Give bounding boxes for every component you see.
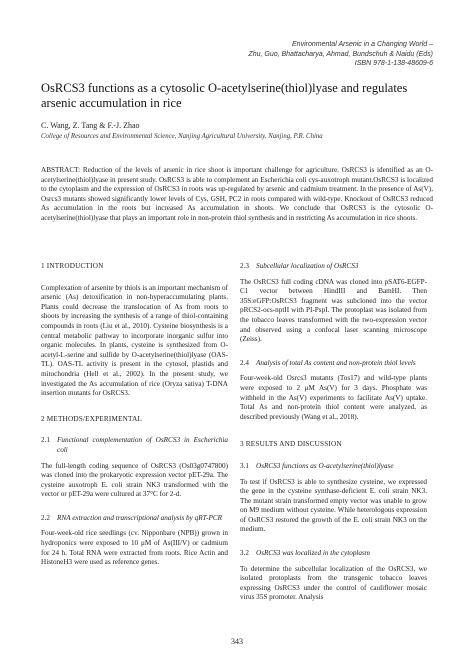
- subsection-heading-3-2: [240, 549, 427, 559]
- page-number: 343: [231, 637, 243, 646]
- subsection-heading-2-4: [240, 359, 427, 369]
- subsection-2-3-text: The OsRCS3 full coding cDNA was cloned into pSAT6-EGFP-C1 vector between HindIII and BamHI. Then 35S:eGFP:OsRCS3 fragment was subcloned into the vector pRCS2-ocs-nptII with PI-PspI. The protoplast was isolated from the tobacco leaves transformed with the two-expression vector and observed using a confocal laser scanning microscope (Zeiss).: [240, 277, 427, 344]
- subsection-number: 2.1: [41, 436, 50, 445]
- subsection-heading-2-1: [41, 436, 228, 455]
- paper-title: OsRCS3 functions as a cytosolic O-acetylserine(thiol)lyase and regulates arsenic accumulation in rice: [41, 81, 408, 110]
- subsection-title: Analysis of total As content and non-protein thiol levels: [256, 358, 416, 367]
- subsection-title: Functional complementation of OsRCS3 in Escherichia coli: [57, 436, 228, 454]
- subsection-title: Subcellular localization of OsRCS3: [256, 262, 359, 270]
- subsection-heading-2-3: [240, 262, 427, 272]
- subsection-number: 2.3: [240, 262, 249, 270]
- subsection-2-1-text: The full-length coding sequence of OsRCS3 (Os03g0747800) was cloned into the prokaryotic expression vector pET-29a. The cysteine auxotroph E. coli strain NK3 transformed with the vector or pET-29a were cultured at 37°C for 2-d.: [41, 461, 228, 499]
- header-book-title: Environmental Arsenic in a Changing World –: [292, 41, 433, 48]
- affiliation: College of Resources and Environmental Science, Nanjing Agricultural University, Nanjing, P.R. China: [41, 133, 323, 140]
- subsection-number: 3.1: [240, 461, 249, 470]
- section-heading-methods: 2 METHODS/EXPERIMENTAL: [41, 414, 143, 423]
- right-column: [240, 262, 427, 619]
- subsection-heading-3-1: [240, 462, 427, 472]
- subsection-heading-2-2: [41, 514, 228, 524]
- header-editors: Zhu, Guo, Bhattacharya, Ahmad, Bundschuh & Naidu (Eds): [248, 50, 433, 58]
- subsection-number: 2.2: [41, 513, 50, 522]
- section-heading-introduction: 1 INTRODUCTION: [41, 262, 104, 270]
- section-heading-results: 3 RESULTS AND DISCUSSION: [240, 440, 342, 449]
- subsection-3-2-text: To determine the subcellular localization of the OsRCS3, we isolated protoplasts from the transgenic tobacco leaves expressing OsRCS3 under the control of cauliflower mosaic virus 35S promoter. Analysis: [240, 564, 427, 602]
- authors: C. Wang, Z. Tang & F.-J. Zhao: [41, 121, 140, 130]
- subsection-2-2-text: Four-week-old rice seedlings (cv. Nipponbare (NPB)) grown in hydroponics were exposed to 10 μM of As(III/V) or cadmium for 24 h. Total RNA were extracted from roots. Rice Actin and HistoneH3 were used as reference genes.: [41, 529, 228, 567]
- subsection-title: OsRCS3 functions as O-acetylserine(thiol)lyase: [256, 461, 394, 470]
- subsection-number: 2.4: [240, 358, 249, 367]
- subsection-title: OsRCS3 was localized in the cytoplasm: [256, 549, 370, 558]
- header-isbn: ISBN 978-1-138-48609-6: [354, 60, 433, 67]
- running-header: [248, 40, 433, 69]
- introduction-text: Complexation of arsenite by thiols is an important mechanism of arsenic (As) detoxification in non-hyperaccumulating plants. Plants could decrease the translocation of As from roots to shoots by increasing the synthesis of a range of thiol-containing compounds in roots (Liu et al., 2010). Cysteine biosynthesis is a central metabolic pathway to incorporate inorganic sulfur into organic molecules. In plants, cysteine is synthesized from O-acetyl-L-serine and sulfide by O-acetylserine(thiol)lyase (OAS-TL). OAS-TL activity is present in the cytosol, plastids and mitochondria (Hell et al., 2002). In the present study, we investigated the As accumulation of rice (Oryza sativa) T-DNA insertion mutants for OsRCS3.: [41, 283, 228, 398]
- abstract: ABSTRACT: Reduction of the levels of arsenic in rice shoot is important challenge for agriculture. OsRCS3 is identified as an O-acetylserine(thiol)lyase in present study. OsRCS3 is able to complement an Escherichia coli cys-auxotroph mutant.OsRCS3 is localized to the cytoplasm and the expression of OsRCS3 in roots was up-regulated by arsenic and cadmium treatment. In the presence of As(V), Osrcs3 mutants showed significantly lower levels of Cys, GSH, PC2 in roots compared with wild-type. Knockout of OsRCS3 reduced As accumulation in the roots but increased As accumulation in shoots. We conclude that OsRCS3 is the cytosolic O-acetylserine(thiol)lyase that plays an important role in non-protein thiol synthesis and in restricting As accumulation in rice shoots.: [41, 166, 433, 222]
- subsection-3-1-text: To test if OsRCS3 is able to synthesize cysteine, we expressed the gene in the cysteine synthase-deficient E. coli strain NK3. The mutant strain transformed empty vector was unable to grow on M9 medium without cysteine. While heterologous expression of OsRCS3 restored the growth of the E. coli strain NK3 on the medium.: [240, 477, 427, 534]
- left-column: [41, 262, 228, 584]
- subsection-number: 3.2: [240, 549, 249, 558]
- subsection-title: RNA extraction and transcriptional analysis by qRT-PCR: [57, 513, 223, 522]
- subsection-2-4-text: Four-week-old Osrcs3 mutants (Tos17) and wild-type plants were exposed to 2 μM As(V) for 3 days. Phosphate was withheld in the As(V) experiments to facilitate As(V) uptake. Total As and non-protein thiol content were analyzed, as described previously (Wang et al., 2018).: [240, 374, 427, 421]
